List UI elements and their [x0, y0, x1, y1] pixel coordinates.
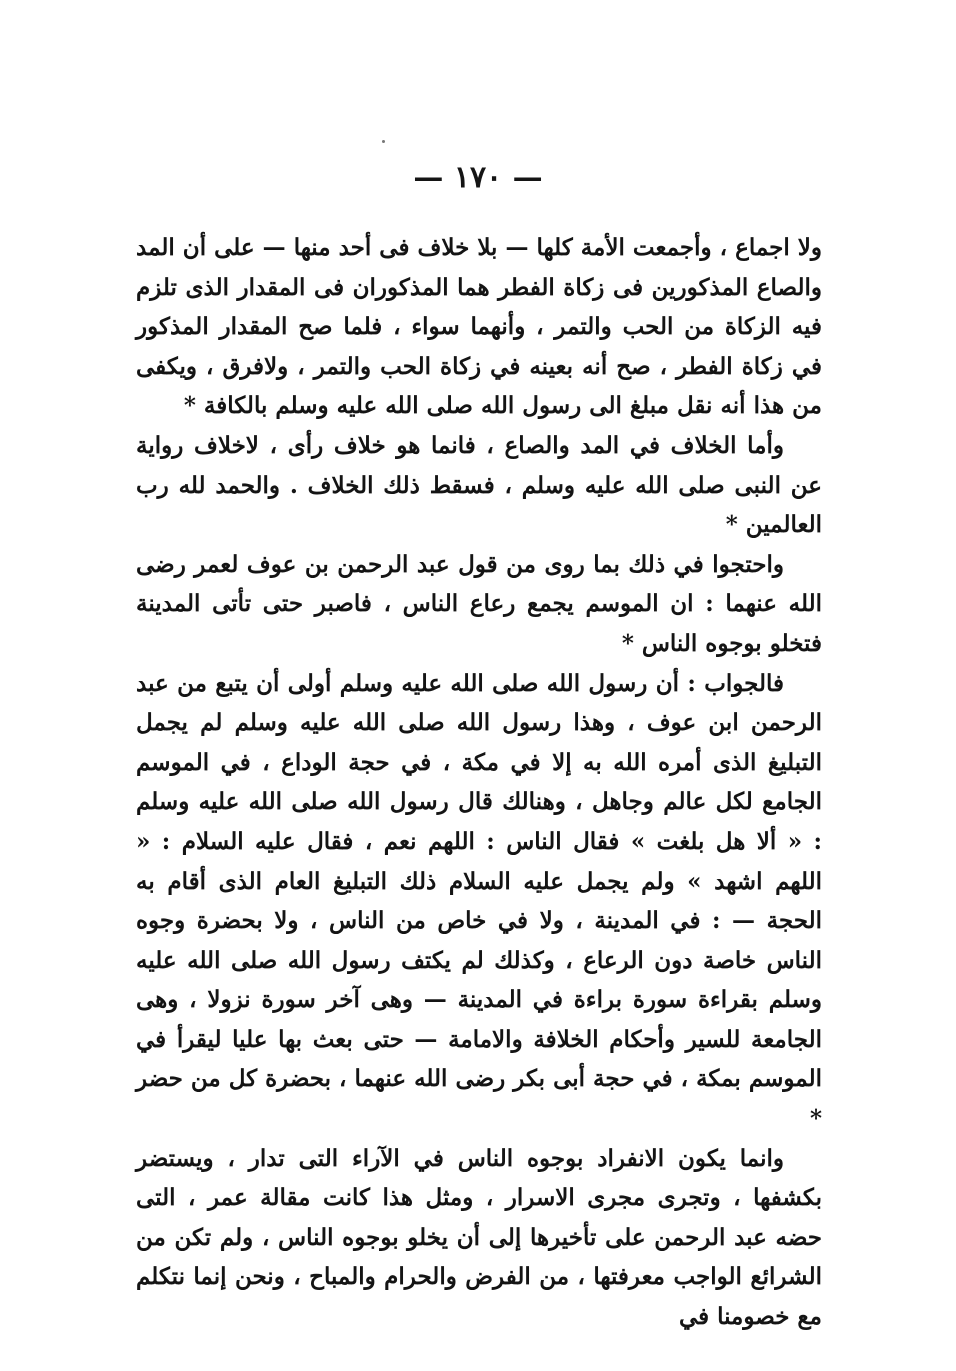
- paragraph-5: وانما يكون الانفراد بوجوه الناس في الآراء التى تدار ، ويستضر بكشفها ، وتجرى مجرى الاسرار ، ومثل هذا كانت مقالة عمر ، التى حضه عبد الرحمن على تأخيرها إلى أن يخلو بوجوه الناس ، ولم تكن من الشرائع الواجب معرفتها ، من الفرض والحرام والمباح ، ونحن إنما نتكلم مع خصومنا في: [136, 1144, 822, 1331]
- paragraph-4: فالجواب : أن رسول الله صلى الله عليه وسلم أولى أن يتبع من عبد الرحمن ابن عوف ، وهذا رسول الله صلى الله عليه وسلم لم يجمل التبليغ الذى أمره الله به إلا في مكة ، في حجة الوداع ، في الموسم الجامع لكل عالم وجاهل ، وهنالك قال رسول الله صلى الله عليه وسلم : « ألا هل بلغت » فقال الناس : اللهم نعم ، فقال عليه السلام : « اللهم اشهد » ولم يجمل عليه السلام ذلك التبليغ العام الذى أقام به الحجة — : في المدينة ، ولا في خاص من الناس ، ولا بحضرة وجوه الناس خاصة دون الرعاع ، وكذلك لم يكتف رسول الله صلى الله عليه وسلم بقراءة سورة براءة في المدينة — وهى آخر سورة نزولا ، وهى الجامعة للسير وأحكام الخلافة والامامة — حتى بعث بها عليا ليقرأ في الموسم بمكة ، في حجة أبى بكر رضى الله عنهما ، بحضرة كل من حضر *: [136, 669, 822, 1133]
- paragraph-1: ولا اجماع ، وأجمعت الأمة كلها — بلا خلاف فى أحد منها — على أن المد والصاع المذكورين فى زكاة الفطر هما المذكوران فى المقدار الذى تلزم فيه الزكاة من الحب والتمر ، وأنهما سواء ، فلما صح المقدار المذكور في زكاة الفطر ، صح أنه بعينه في زكاة الحب والتمر ، ولافرق ، ويكفى من هذا أنه نقل مبلغ الى رسول الله صلى الله عليه وسلم بالكافة *: [136, 234, 822, 420]
- scan-speck: [382, 140, 385, 143]
- body-text: [136, 228, 822, 1337]
- page-number: — ١٧٠ —: [413, 160, 543, 195]
- paragraph-3: واحتجوا في ذلك بما روى من قول عبد الرحمن بن عوف لعمر رضى الله عنهما : ان الموسم يجمع رعاع الناس ، فاصبر حتى تأتى المدينة فتخلو بوجوه الناس *: [136, 550, 822, 657]
- paragraph-2: وأما الخلاف في المد والصاع ، فانما هو خلاف رأى ، لاخلاف رواية عن النبى صلى الله عليه وسلم ، فسقط ذلك الخلاف . والحمد لله رب العالمين *: [136, 431, 822, 539]
